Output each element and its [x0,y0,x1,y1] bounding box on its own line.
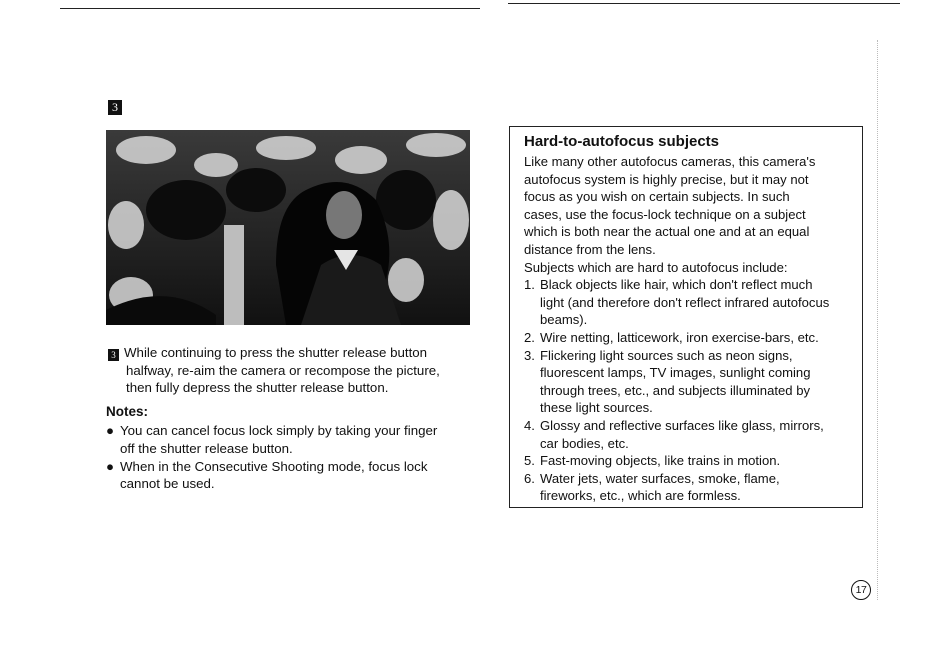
step-number-badge: 3 [108,349,119,361]
list-line: Glossy and reflective surfaces like glass, mirrors, [540,417,824,433]
panel-body [524,153,859,505]
list-number: 5. [524,453,535,469]
list-line: fireworks, etc., which are formless. [540,488,741,504]
panel-intro-line: focus as you wish on certain subjects. In such [524,189,790,205]
step-instruction [108,344,468,397]
list-item [524,470,859,505]
instruction-line-2: halfway, re-aim the camera or recompose the picture, [126,362,440,378]
instruction-line-3: then fully depress the shutter release button. [126,380,389,396]
note-line: You can cancel focus lock simply by taking your finger [120,423,438,438]
list-line: Flickering light sources such as neon signs, [540,347,793,363]
note-line: When in the Consecutive Shooting mode, focus lock [120,458,428,474]
list-item [524,329,859,347]
list-number: 2. [524,329,535,345]
list-line: fluorescent lamps, TV images, sunlight coming [540,365,811,381]
list-number: 6. [524,470,535,486]
list-line: light (and therefore don't reflect infrared autofocus [540,294,830,310]
panel-intro-line: distance from the lens. [524,241,656,257]
note-line: cannot be used. [120,476,215,492]
notes-heading: Notes: [106,404,149,419]
notes-list [106,422,476,493]
margin-dotted-line [877,40,878,600]
step-marker: 3 [108,100,122,115]
list-item [524,347,859,417]
list-item [524,276,859,329]
list-line: Fast-moving objects, like trains in motion. [540,453,781,469]
panel-intro-line: which is both near the actual one and at an equal [524,224,810,240]
list-line: Water jets, water surfaces, smoke, flame, [540,470,780,486]
list-number: 1. [524,277,535,293]
page-number: 17 [851,580,871,600]
list-line: car bodies, etc. [540,435,629,451]
list-number: 4. [524,417,535,433]
bullet-icon: ● [106,423,115,438]
photo-image [106,130,470,325]
list-line: these light sources. [540,400,653,416]
list-line: beams). [540,312,588,328]
panel-intro-line: cases, use the focus-lock technique on a subject [524,206,806,222]
note-item [106,422,476,458]
list-item [524,452,859,470]
top-rule-right [508,3,900,4]
bullet-icon: ● [106,458,115,474]
list-item [524,417,859,452]
panel-intro-line: Like many other autofocus cameras, this camera's [524,154,816,169]
panel-title: Hard-to-autofocus subjects [524,133,720,150]
list-line: Wire netting, latticework, iron exercise-bars, etc. [540,329,819,345]
note-item [106,458,476,494]
hard-to-autofocus-panel [509,126,863,508]
photo-woman-with-trees [106,130,470,325]
list-line: Black objects like hair, which don't reflect much [540,277,813,293]
list-line: through trees, etc., and subjects illuminated by [540,382,811,398]
instruction-line-1: While continuing to press the shutter release button [124,345,428,360]
list-number: 3. [524,347,535,363]
panel-intro-line: autofocus system is highly precise, but it may not [524,171,809,187]
top-rule-left [60,8,480,9]
panel-intro-line: Subjects which are hard to autofocus include: [524,259,788,275]
note-line: off the shutter release button. [120,440,293,456]
